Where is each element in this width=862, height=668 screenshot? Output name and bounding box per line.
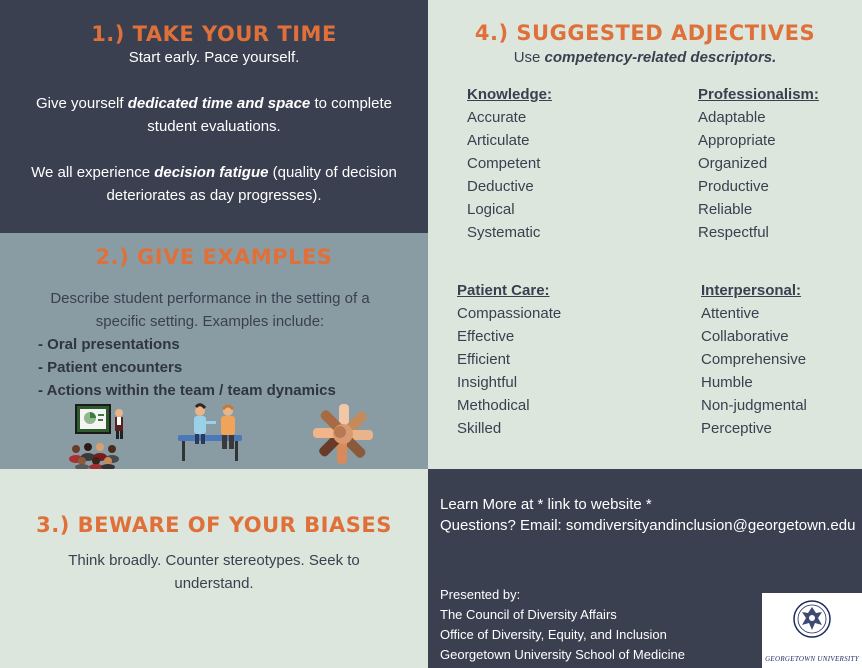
suggested-adjectives-heading: 4.) SUGGESTED ADJECTIVES [474,21,816,45]
adjective-item: Logical [467,201,515,218]
adjective-item: Accurate [467,109,527,126]
adjective-item: Deductive [467,178,534,195]
logo-text: GEORGETOWN UNIVERSITY [765,655,859,663]
adjective-item: Productive [698,178,769,195]
example-item: - Actions within the team / team dynamics [38,382,336,399]
patient-care-title: Patient Care: [457,282,550,299]
knowledge-title: Knowledge: [467,86,552,103]
give-examples-heading: 2.) GIVE EXAMPLES [95,245,333,269]
example-item: - Oral presentations [38,336,180,353]
dedicated-time-text: Give yourself dedicated time and space to complete student evaluations. [36,95,392,135]
learn-more-link[interactable]: Learn More at * link to website * [440,496,652,513]
give-examples-panel [0,233,428,469]
adjective-item: Comprehensive [701,351,807,368]
take-your-time-panel [0,0,428,233]
examples-intro: Describe student performance in the setting of a specific setting. Examples include: [50,290,370,330]
adjectives-subtitle: Use competency-related descriptors. [513,49,777,66]
professionalism-title: Professionalism: [698,86,819,103]
adjective-item: Skilled [457,420,502,437]
adjective-item: Effective [457,328,515,345]
org-office: Office of Diversity, Equity, and Inclusion [440,627,667,642]
adjective-item: Respectful [698,224,769,241]
interpersonal-column [701,279,807,440]
adjective-item: Efficient [457,351,511,368]
adjective-item: Perceptive [701,420,772,437]
decision-fatigue-text: We all experience decision fatigue (quality of decision deteriorates as day progresses). [31,164,397,204]
adjective-item: Methodical [457,397,530,414]
adjective-item: Competent [467,155,541,172]
contact-panel [428,469,862,668]
patient-care-column [457,279,561,440]
adjective-item: Adaptable [698,109,766,126]
take-your-time-heading: 1.) TAKE YOUR TIME [91,22,337,46]
adjective-item: Attentive [701,305,760,322]
interpersonal-title: Interpersonal: [701,282,802,299]
biases-text: Think broadly. Counter stereotypes. Seek to understand. [68,552,360,592]
questions-email[interactable]: Questions? Email: somdiversityandinclusion@georgetown.edu [440,517,856,534]
adjective-item: Non-judgmental [701,397,807,414]
adjective-item: Humble [701,374,753,391]
adjective-item: Insightful [457,374,518,391]
examples-list [38,333,336,402]
university-seal-icon [792,597,832,645]
adjective-item: Compassionate [457,305,562,322]
org-council: The Council of Diversity Affairs [440,607,617,622]
professionalism-column [698,83,819,244]
org-school: Georgetown University School of Medicine [440,647,685,662]
beware-biases-heading: 3.) BEWARE OF YOUR BIASES [36,513,392,537]
example-item: - Patient encounters [38,359,183,376]
adjective-item: Systematic [467,224,541,241]
presentation-illustration-icon [64,403,134,469]
georgetown-logo [762,593,862,668]
adjective-item: Collaborative [701,328,789,345]
adjective-item: Reliable [698,201,753,218]
adjective-item: Articulate [467,132,530,149]
adjective-item: Appropriate [698,132,776,149]
presented-by-label: Presented by: [440,587,521,602]
suggested-adjectives-panel [428,0,862,469]
patient-encounter-illustration-icon [172,403,248,465]
teamwork-hands-illustration-icon [312,403,374,465]
pace-text: Start early. Pace yourself. [128,49,300,66]
beware-biases-panel [0,469,428,668]
knowledge-column [467,83,552,244]
adjective-item: Organized [698,155,768,172]
